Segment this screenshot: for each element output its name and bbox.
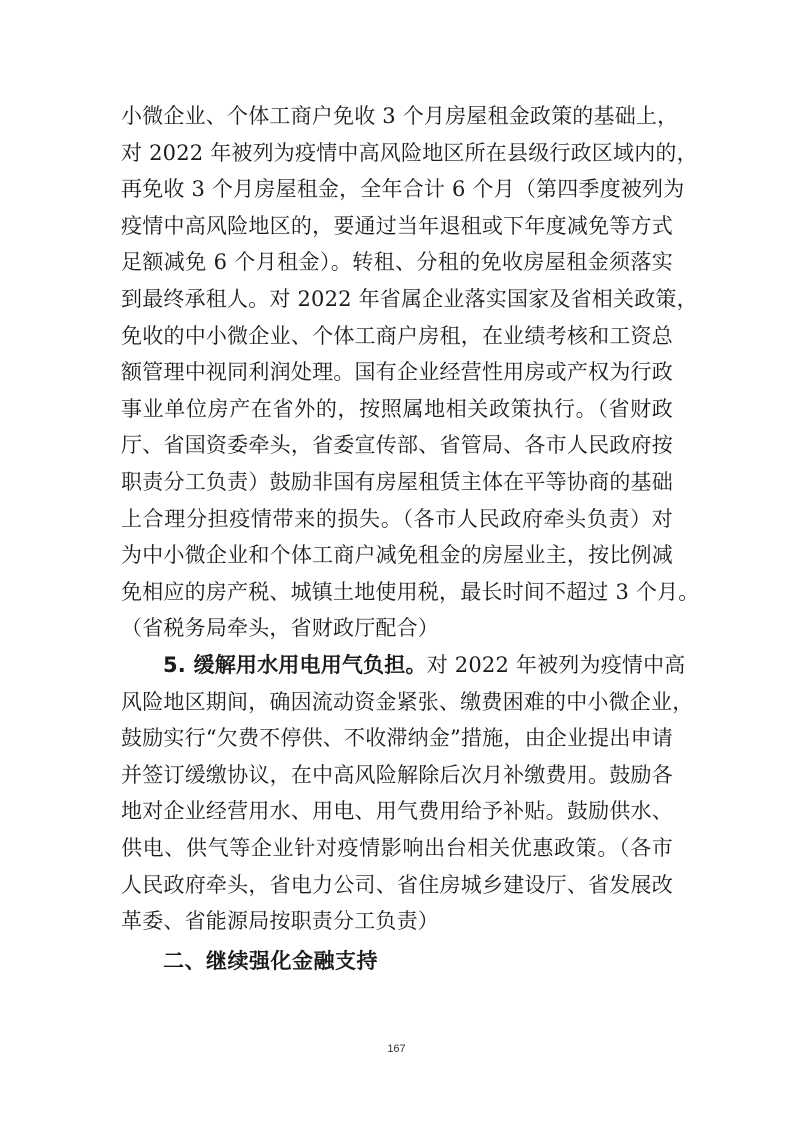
section-5-first-line: [163, 653, 686, 679]
body-line-5: 足额减免 6 个月租金）。转租、分租的免收房屋租金须落实: [121, 250, 673, 274]
page-number: 167: [387, 1043, 406, 1055]
body-line-11: 职责分工负责）鼓励非国有房屋租赁主体在平等协商的基础: [121, 470, 673, 494]
section-5-line-7: 人民政府牵头，省电力公司、省住房城乡建设厅、省发展改: [121, 873, 673, 897]
body-line-1: 小微企业、个体工商户免收 3 个月房屋租金政策的基础上，: [121, 104, 679, 128]
section-heading: 二、继续强化金融支持: [163, 949, 378, 973]
body-line-15: （省税务局牵头，省财政厅配合）: [121, 616, 439, 640]
section-5-first-line-rest: 对 2022 年被列为疫情中高: [426, 653, 686, 677]
section-5-line-6: 供电、供气等企业针对疫情影响出台相关优惠政策。（各市: [121, 836, 673, 860]
body-line-6: 到最终承租人。对 2022 年省属企业落实国家及省相关政策，: [121, 287, 698, 311]
section-5-title: 5. 缓解用水用电用气负担。: [163, 653, 427, 677]
body-line-9: 事业单位房产在省外的，按照属地相关政策执行。（省财政: [121, 397, 673, 421]
body-line-2: 对 2022 年被列为疫情中高风险地区所在县级行政区域内的，: [121, 141, 698, 165]
section-5-line-4: 并签订缓缴协议，在中高风险解除后次月补缴费用。鼓励各: [121, 763, 673, 787]
body-line-14: 免相应的房产税、城镇土地使用税，最长时间不超过 3 个月。: [121, 580, 700, 604]
section-5-line-8: 革委、省能源局按职责分工负责）: [121, 909, 439, 933]
section-5-line-3: 鼓励实行“欠费不停供、不收滞纳金”措施，由企业提出申请: [121, 726, 673, 750]
section-5-line-2: 风险地区期间，确因流动资金紧张、缴费困难的中小微企业，: [121, 690, 694, 714]
body-line-10: 厅、省国资委牵头，省委宣传部、省管局、各市人民政府按: [121, 433, 673, 457]
body-line-3: 再免收 3 个月房屋租金，全年合计 6 个月（第四季度被列为: [121, 177, 685, 201]
body-line-12: 上合理分担疫情带来的损失。（各市人民政府牵头负责）对: [121, 507, 673, 531]
body-line-8: 额管理中视同利润处理。国有企业经营性用房或产权为行政: [121, 360, 673, 384]
body-line-7: 免收的中小微企业、个体工商户房租，在业绩考核和工资总: [121, 324, 673, 348]
section-5-line-5: 地对企业经营用水、用电、用气费用给予补贴。鼓励供水、: [121, 799, 673, 823]
body-line-13: 为中小微企业和个体工商户减免租金的房屋业主，按比例减: [121, 543, 673, 567]
body-line-4: 疫情中高风险地区的，要通过当年退租或下年度减免等方式: [121, 214, 673, 238]
